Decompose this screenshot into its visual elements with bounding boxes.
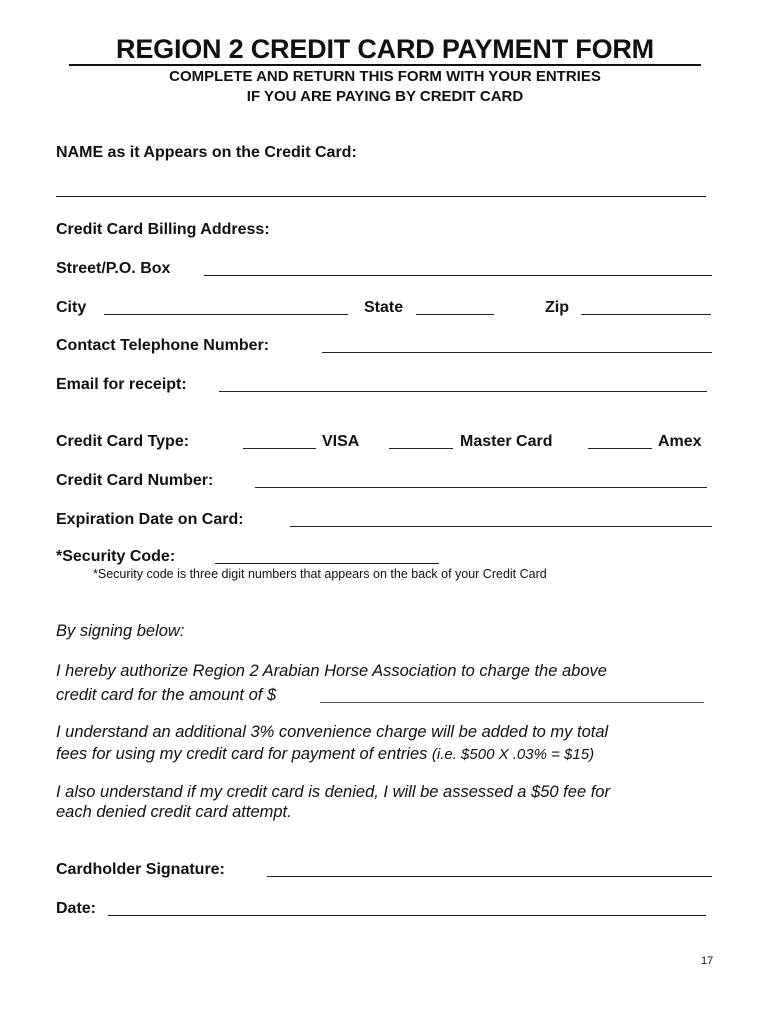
amex-checkline[interactable] <box>588 448 652 449</box>
title-underline <box>69 64 701 66</box>
zip-label: Zip <box>545 299 569 316</box>
form-subtitle-line2: IF YOU ARE PAYING BY CREDIT CARD <box>246 88 524 105</box>
visa-label: VISA <box>322 433 360 450</box>
amex-label: Amex <box>658 433 702 450</box>
street-label: Street/P.O. Box <box>56 260 171 277</box>
expiration-label: Expiration Date on Card: <box>56 511 244 528</box>
visa-checkline[interactable] <box>243 448 316 449</box>
security-code-note: *Security code is three digit numbers that appears on the back of your Credit Card <box>93 567 547 581</box>
name-field[interactable] <box>56 196 706 197</box>
name-label: NAME as it Appears on the Credit Card: <box>56 144 357 161</box>
zip-field[interactable] <box>581 314 711 315</box>
card-type-label: Credit Card Type: <box>56 433 190 450</box>
page-number: 17 <box>701 955 714 967</box>
fee-example: (i.e. $500 X .03% = $15) <box>431 746 595 763</box>
cardholder-signature-label: Cardholder Signature: <box>56 861 225 878</box>
denied-line2: each denied credit card attempt. <box>56 803 292 821</box>
phone-label: Contact Telephone Number: <box>56 337 270 354</box>
authorize-line2: credit card for the amount of $ <box>56 686 277 704</box>
security-code-label: *Security Code: <box>56 548 176 565</box>
fee-line2-row <box>56 745 594 764</box>
date-label: Date: <box>56 900 97 917</box>
cardholder-signature-field[interactable] <box>267 876 712 877</box>
fee-line1: I understand an additional 3% convenience charge will be added to my total <box>56 723 609 741</box>
state-field[interactable] <box>416 314 494 315</box>
authorize-line1: I hereby authorize Region 2 Arabian Horse Association to charge the above <box>56 662 607 680</box>
expiration-field[interactable] <box>290 526 712 527</box>
amount-field[interactable] <box>320 702 704 703</box>
mastercard-checkline[interactable] <box>389 448 453 449</box>
denied-line1: I also understand if my credit card is denied, I will be assessed a $50 fee for <box>56 783 610 801</box>
date-field[interactable] <box>108 915 706 916</box>
fee-line2: fees for using my credit card for payment of entries <box>56 745 428 763</box>
state-label: State <box>364 299 404 316</box>
authorization-intro: By signing below: <box>56 622 185 640</box>
form-subtitle-line1: COMPLETE AND RETURN THIS FORM WITH YOUR ENTRIES <box>169 68 601 85</box>
form-title: REGION 2 CREDIT CARD PAYMENT FORM <box>116 34 654 64</box>
street-field[interactable] <box>204 275 712 276</box>
email-field[interactable] <box>219 391 707 392</box>
billing-address-label: Credit Card Billing Address: <box>56 221 270 238</box>
mastercard-label: Master Card <box>460 433 553 450</box>
city-field[interactable] <box>104 314 348 315</box>
security-code-field[interactable] <box>215 563 439 564</box>
card-number-label: Credit Card Number: <box>56 472 214 489</box>
city-label: City <box>56 299 87 316</box>
card-number-field[interactable] <box>255 487 707 488</box>
email-label: Email for receipt: <box>56 376 187 393</box>
phone-field[interactable] <box>322 352 712 353</box>
